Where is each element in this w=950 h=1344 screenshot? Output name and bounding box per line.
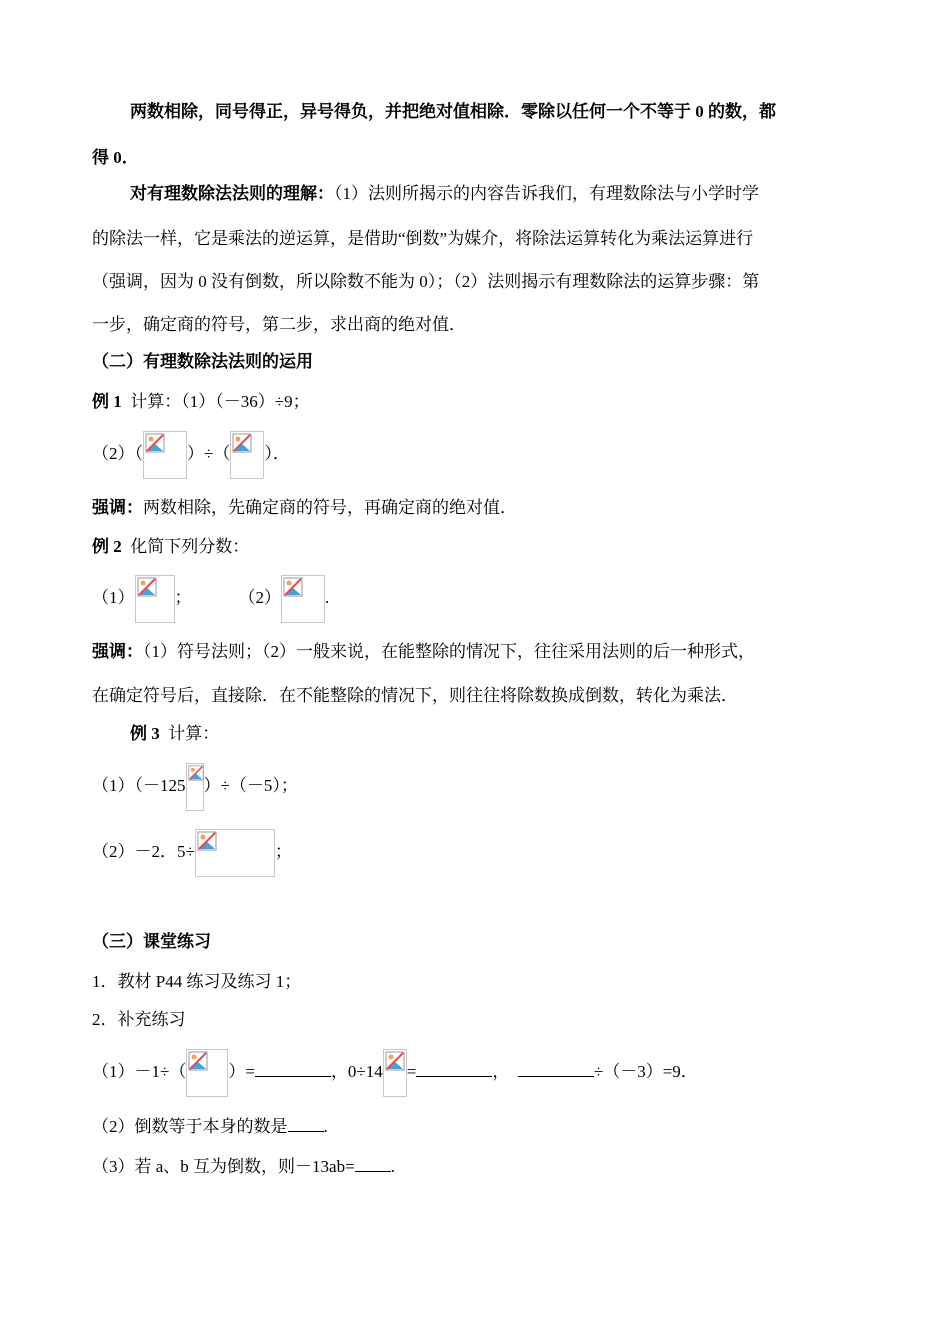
emphasis-1: 强调：两数相除，先确定商的符号，再确定商的绝对值． bbox=[92, 498, 517, 517]
broken-image-icon bbox=[230, 431, 264, 479]
rule-line-1: 两数相除，同号得正，异号得负，并把绝对值相除．零除以任何一个不等于 0 的数，都 bbox=[130, 102, 776, 121]
broken-image-icon bbox=[186, 763, 204, 811]
understanding-lead: 对有理数除法法则的理解： bbox=[130, 184, 334, 203]
answer-blank[interactable] bbox=[518, 1059, 594, 1077]
example-1-line: 例 1 计算：（1）（－36）÷9； bbox=[92, 392, 310, 411]
emphasis-2-line-1: 强调：（1）符号法则；（2）一般来说，在能整除的情况下，往往采用法则的后一种形式， bbox=[92, 642, 755, 661]
example-2-parts: （1） ； （2） . bbox=[92, 574, 329, 623]
emphasis-2-line-2: 在确定符号后，直接除．在不能整除的情况下，则往往将除数换成倒数，转化为乘法． bbox=[92, 686, 738, 705]
answer-blank[interactable] bbox=[288, 1114, 324, 1132]
example-3-label: 例 3 bbox=[130, 724, 160, 743]
example-3-part-1: （1）（－125 ）÷（－5）； bbox=[92, 762, 298, 811]
section-title-2: （二）有理数除法法则的运用 bbox=[92, 352, 313, 371]
example-1-part-2: （2）（ ）÷（ ）． bbox=[92, 430, 290, 479]
practice-item-2: 2．补充练习 bbox=[92, 1010, 186, 1029]
practice-item-1: 1．教材 P44 练习及练习 1； bbox=[92, 972, 302, 991]
example-2-label: 例 2 bbox=[92, 537, 122, 556]
broken-image-icon bbox=[195, 829, 275, 877]
practice-question-1: （1）－1÷（ ）= ，0÷14 = ， ÷（－3）=9． bbox=[92, 1048, 698, 1097]
understanding-line-3: （强调，因为 0 没有倒数，所以除数不能为 0）；（2）法则揭示有理数除法的运算步骤：第 bbox=[92, 272, 760, 291]
answer-blank[interactable] bbox=[416, 1059, 492, 1077]
example-3-part-2: （2）－2．5÷ ； bbox=[92, 828, 292, 877]
broken-image-icon bbox=[135, 575, 175, 623]
example-1-label: 例 1 bbox=[92, 392, 122, 411]
example-3-line: 例 3 计算： bbox=[130, 724, 220, 743]
section-title-3: （三）课堂练习 bbox=[92, 932, 211, 951]
answer-blank[interactable] bbox=[355, 1154, 391, 1172]
understanding-line-4: 一步，确定商的符号，第二步，求出商的绝对值． bbox=[92, 315, 466, 334]
understanding-line-2: 的除法一样，它是乘法的逆运算，是借助“倒数”为媒介，将除法运算转化为乘法运算进行 bbox=[92, 229, 754, 248]
rule-line-2: 得 0． bbox=[92, 148, 139, 167]
broken-image-icon bbox=[186, 1049, 228, 1097]
broken-image-icon bbox=[281, 575, 325, 623]
understanding-line-1: 对有理数除法法则的理解：（1）法则所揭示的内容告诉我们，有理数除法与小学时学 bbox=[130, 184, 759, 203]
broken-image-icon bbox=[383, 1049, 407, 1097]
example-2-line: 例 2 化简下列分数： bbox=[92, 537, 250, 556]
practice-question-2: （2）倒数等于本身的数是 . bbox=[92, 1114, 328, 1139]
answer-blank[interactable] bbox=[255, 1059, 331, 1077]
practice-question-3: （3）若 a、b 互为倒数，则－13ab= . bbox=[92, 1154, 395, 1179]
broken-image-icon bbox=[143, 431, 187, 479]
